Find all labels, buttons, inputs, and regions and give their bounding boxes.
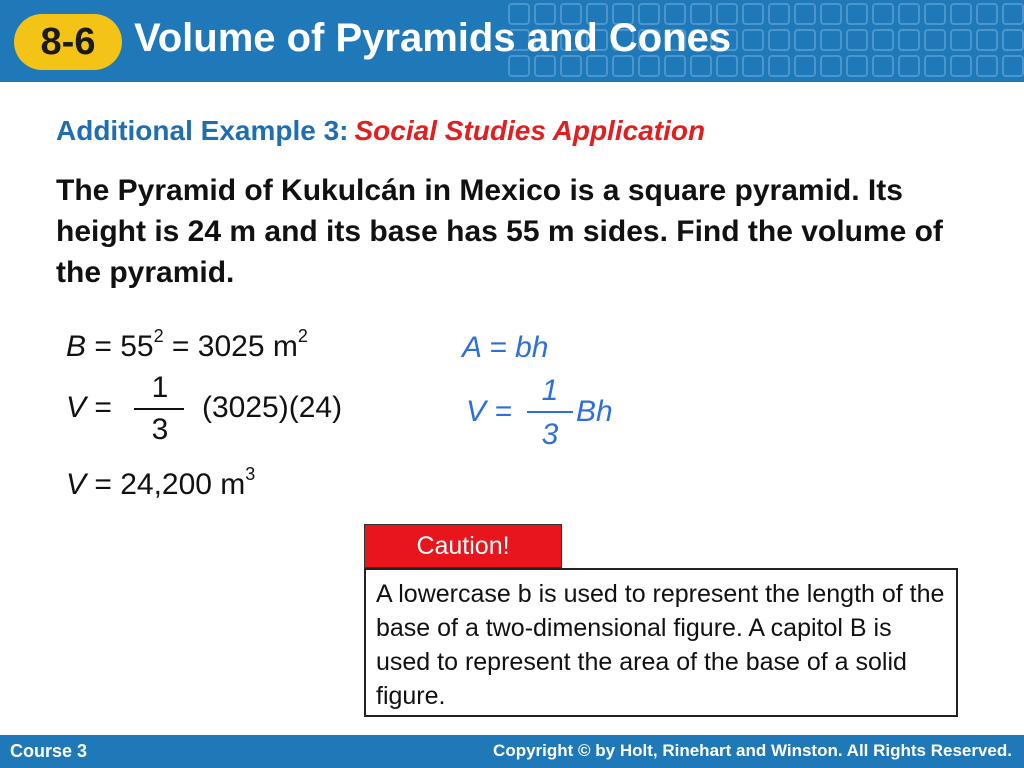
course-label: Course 3 xyxy=(10,741,88,761)
copyright-notice: Copyright © by Holt, Rinehart and Winston. All Rights Reserved. xyxy=(493,741,1012,760)
formula-volume-rhs: Bh xyxy=(576,395,613,428)
work-product: (3025)(24) xyxy=(202,391,343,424)
example-heading xyxy=(56,115,705,147)
formula-fraction-denominator: 3 xyxy=(541,418,559,451)
lesson-badge: 8-6 xyxy=(14,14,122,70)
caution-label: Caution! xyxy=(364,524,562,568)
example-label: Additional Example 3: xyxy=(56,115,349,146)
formula-fraction-numerator: 1 xyxy=(541,374,559,407)
work-line-volume-setup: V = xyxy=(66,391,112,424)
fraction-denominator: 3 xyxy=(151,413,169,446)
formula-area: A = bh xyxy=(462,331,549,364)
fraction-numerator: 1 xyxy=(151,371,169,404)
fraction-bar xyxy=(134,408,184,410)
title-banner xyxy=(0,0,1024,82)
formula-fraction-bar xyxy=(527,411,573,413)
caution-note: A lowercase b is used to represent the length of the base of a two-dimensional figure. A capitol B is used to represent the area of the base of a solid figure. xyxy=(364,568,958,717)
slide-title: Volume of Pyramids and Cones xyxy=(134,16,732,60)
work-line-base-area: $B = 55^2 = 3025$ $m^2$ xyxy=(66,326,308,363)
footer-bar xyxy=(0,735,1024,768)
work-line-result: V = 24,200 $m^3$ xyxy=(66,464,256,501)
var-b: B xyxy=(66,330,87,363)
problem-statement: The Pyramid of Kukulcán in Mexico is a square pyramid. Its height is 24 m and its base has 55 m sides. Find the volume of the pyramid. xyxy=(56,174,943,289)
example-subtitle: Social Studies Application xyxy=(354,115,706,146)
formula-volume-lhs: V = xyxy=(466,395,512,428)
